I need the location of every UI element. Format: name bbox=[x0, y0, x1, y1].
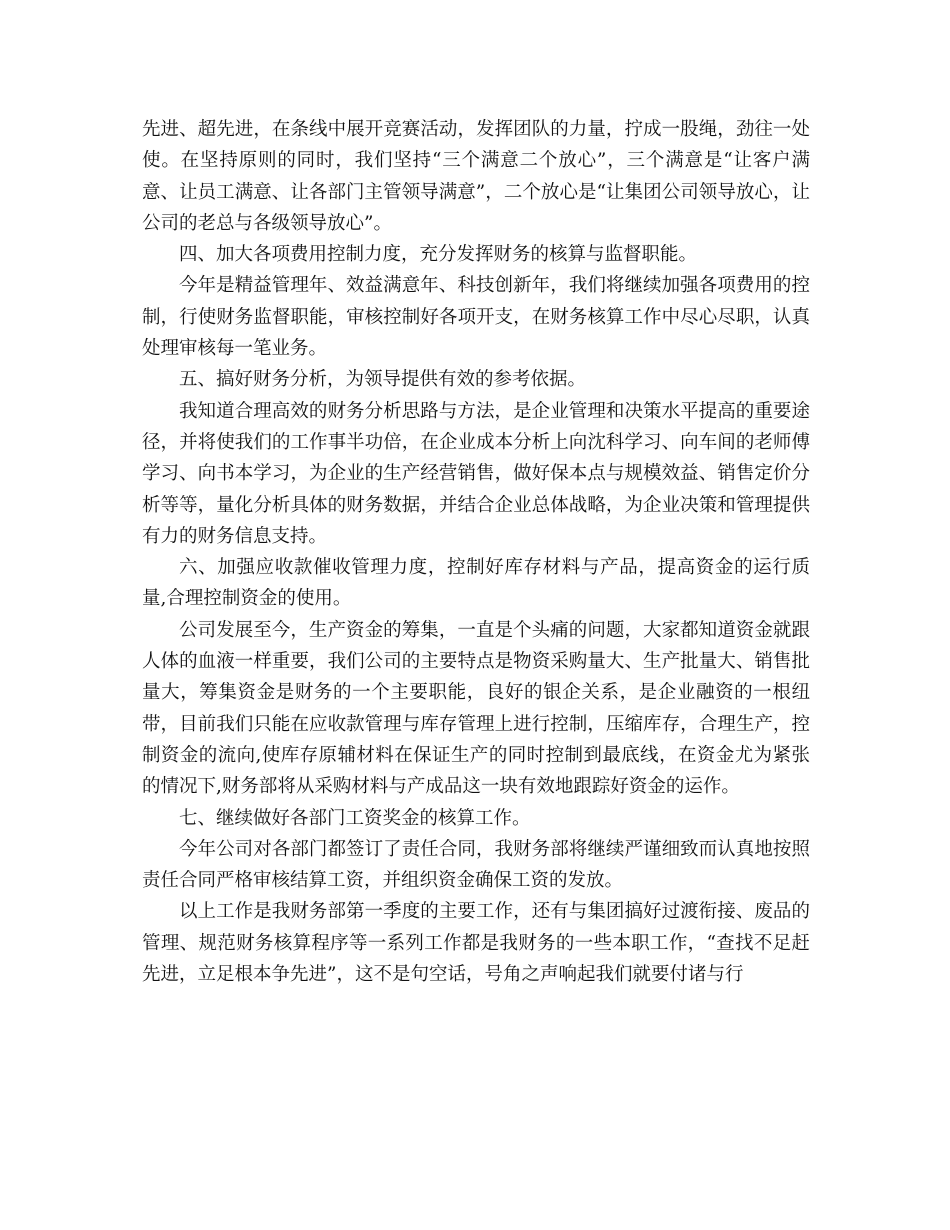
heading-section-7: 七、继续做好各部门工资奖金的核算工作。 bbox=[179, 807, 531, 829]
heading-section-4: 四、加大各项费用控制力度，充分发挥财务的核算与监督职能。 bbox=[179, 244, 698, 266]
paragraph-section-4: 今年是精益管理年、效益满意年、科技创新年，我们将继续加强各项费用的控制，行使财务监督职能，审核控制好各项开支，在财务核算工作中尽心尽职，认真处理审核每一笔业务。 bbox=[142, 275, 810, 360]
heading-section-5: 五、搞好财务分析，为领导提供有效的参考依据。 bbox=[179, 369, 587, 391]
paragraph-summary: 以上工作是我财务部第一季度的主要工作，还有与集团搞好过渡衔接、废品的管理、规范财务核算程序等一系列工作都是我财务的一些本职工作，“查找不足赶先进，立足根本争先进”，这不是句空话，号角之声响起我们就要付诸与行 bbox=[142, 901, 810, 986]
paragraph-section-5: 我知道合理高效的财务分析思路与方法，是企业管理和决策水平提高的重要途径，并将使我们的工作事半功倍，在企业成本分析上向沈科学习、向车间的老师傅学习、向书本学习，为企业的生产经营销售，做好保本点与规模效益、销售定价分析等等，量化分析具体的财务数据，并结合企业总体战略，为企业决策和管理提供有力的财务信息支持。 bbox=[142, 400, 810, 547]
document-body bbox=[142, 114, 810, 990]
heading-section-6: 六、加强应收款催收管理力度，控制好库存材料与产品，提高资金的运行质量,合理控制资金的使用。 bbox=[142, 557, 810, 610]
paragraph-continuation: 先进、超先进，在条线中展开竞赛活动，发挥团队的力量，拧成一股绳，劲往一处使。在坚持原则的同时，我们坚持“三个满意二个放心”，三个满意是“让客户满意、让员工满意、让各部门主管领导满意”，二个放心是“让集团公司领导放心，让公司的老总与各级领导放心”。 bbox=[142, 119, 810, 234]
paragraph-section-7: 今年公司对各部门都签订了责任合同，我财务部将继续严谨细致而认真地按照责任合同严格审核结算工资，并组织资金确保工资的发放。 bbox=[142, 838, 810, 892]
paragraph-section-6: 公司发展至今，生产资金的筹集，一直是个头痛的问题，大家都知道资金就跟人体的血液一样重要，我们公司的主要特点是物资采购量大、生产批量大、销售批量大，筹集资金是财务的一个主要职能，良好的银企关系，是企业融资的一根纽带，目前我们只能在应收款管理与库存管理上进行控制，压缩库存，合理生产，控制资金的流向,使库存原辅材料在保证生产的同时控制到最底线，在资金尤为紧张的情况下,财务部将从采购材料与产成品这一块有效地跟踪好资金的运作。 bbox=[142, 619, 810, 798]
